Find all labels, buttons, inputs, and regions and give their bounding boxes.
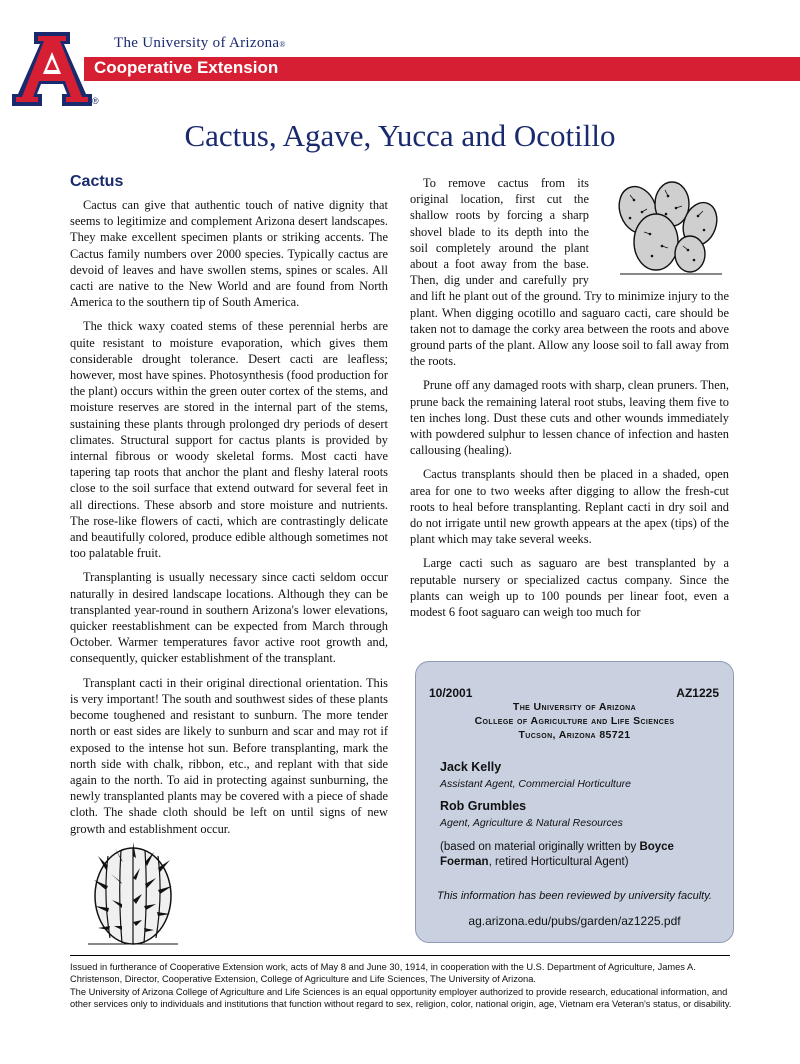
paragraph: Cactus can give that authentic touch of native dignity that seems to legitimize and complement Arizona desert landscapes. They make excellent specimen plants or striking accents. The Cactus family numbers over 2000 species. Typically cactus are devoid of leaves and have swollen stems, spines or scales. All cacti are native to the New World and are found from North America to the southern tip of South America.	[70, 198, 388, 310]
author-title: Assistant Agent, Commercial Horticulture	[440, 778, 632, 790]
author-title: Agent, Agriculture & Natural Resources	[440, 817, 623, 829]
address-line: Tucson, Arizona 85721	[518, 729, 631, 741]
university-a-logo	[12, 32, 92, 106]
footer-divider	[70, 955, 730, 956]
author-name: Rob Grumbles	[440, 799, 527, 813]
unit-name: Cooperative Extension	[94, 58, 279, 77]
review-statement: This information has been reviewed by university faculty.	[437, 890, 712, 902]
publication-info-box	[415, 661, 734, 943]
publication-url: ag.arizona.edu/pubs/garden/az1225.pdf	[468, 914, 681, 928]
paragraph: To remove cactus from its original location, first cut the shallow roots by forcing a sharp shovel blade to its depth into the soil completely around the plant about a foot away from the base. Then, dig under and carefully pry and lift he plant out of the ground. Try to minimize injury to the plant. When digging ocotillo and saguaro cacti, care should be taken not to damage the corky area between the roots and above ground parts of the plant. Allow any loose soil to fall away from the roots.	[410, 176, 729, 369]
university-name: The University of Arizona®	[114, 35, 286, 51]
paragraph: Transplant cacti in their original directional orientation. This is very important! The south and southwest sides of these plants become toughened and resistant to sunburn. The more tender north or east sides are likely to sunburn and scar and may rot if exposed to the intense hot sun. Before transplanting, mark the north side with chalk, ribbon, etc., and replant with that side again to the north. To aid in protecting against sunburning, the newly transplanted plants may be covered with a piece of shade cloth. The shade cloth should be left on until signs of new growth and establishment occur.	[70, 675, 388, 836]
left-column	[70, 197, 388, 837]
author-name: Jack Kelly	[440, 760, 502, 774]
publication-code: AZ1225	[676, 686, 719, 700]
paragraph: Prune off any damaged roots with sharp, clean pruners. Then, prune back the remaining lateral root stubs, leaving them five to ten inches long. Dust these cuts and other wounds immediately with powdered sulphur to lessen chance of infection and hasten callousing (healing).	[410, 378, 729, 458]
footer	[70, 961, 732, 1010]
section-heading-cactus: Cactus	[70, 173, 124, 190]
publication-date: 10/2001	[429, 686, 473, 700]
paragraph: Large cacti such as saguaro are best transplanted by a reputable nursery or specialized cactus company. Since the plants can weigh up to 100 pounds per linear foot, even a modest 6 foot saguaro can weigh too much for	[410, 556, 729, 620]
institution-line: The University of Arizona	[512, 701, 637, 713]
college-line: College of Agriculture and Life Sciences	[474, 715, 675, 727]
attribution-note: (based on material originally written by Boyce Foerman, retired Horticultural Agent)	[440, 841, 674, 868]
barrel-cactus-illustration	[78, 826, 188, 948]
paragraph: Cactus transplants should then be placed in a shaded, open area for one to two weeks after digging to allow the fresh-cut roots to heal before transplanting. Replant cacti in dry soil and do not irrigate until new growth appears at the apex (tips) of the plant which may take several weeks.	[410, 467, 729, 547]
paragraph-with-illustration	[70, 675, 388, 837]
page-title: Cactus, Agave, Yucca and Ocotillo	[184, 118, 616, 153]
registered-mark: ®	[92, 96, 99, 106]
paragraph: The thick waxy coated stems of these perennial herbs are quite resistant to moisture evaporation, which gives them considerable drought tolerance. Desert cacti are leafless; however, most have spines. Photosynthesis (food production for the plant) occurs within the green outer cortex of the stems, and moisture reserves are stored in the internal part of the stems, sustaining these plants through prolonged dry periods of desert climates. Structural support for cactus plants is provided by internal fibrous or woody skeletal forms. Most cacti have tapering tap roots that anchor the plant and fleshy lateral roots close to the soil surface that extend outward for several feet in all directions. These absorb and store moisture and nutrients. The rose-like flowers of cacti, which are contrastingly delicate and beautifully colored, produce edible although sometimes not too palatable fruit.	[70, 319, 388, 561]
footer-text: Issued in furtherance of Cooperative Extension work, acts of May 8 and June 30, 1914, in cooperation with the U.S. Department of Agriculture, James A. Christenson, Director, Cooperative Extension, College of Agriculture and Life Sciences, The University of Arizona.	[70, 962, 696, 985]
header-bar	[84, 57, 800, 81]
footer-text: The University of Arizona College of Agriculture and Life Sciences is an equal opportunity employer authorized to provide research, educational information, and other services only to individuals and institutions that function without regard to sex, religion, color, national origin, age, Vietnam era Veteran's status, or disability.	[70, 986, 732, 1009]
paragraph: Transplanting is usually necessary since cacti seldom occur naturally in desired landscape locations. Although they can be transplanted year-round in southern Arizona's lower elevations, quicker reestablishment can be expected from March through October. Warmer temperatures favor active root growth and, consequently, quicker establishment of the transplant.	[70, 570, 388, 666]
prickly-pear-illustration	[600, 176, 730, 276]
